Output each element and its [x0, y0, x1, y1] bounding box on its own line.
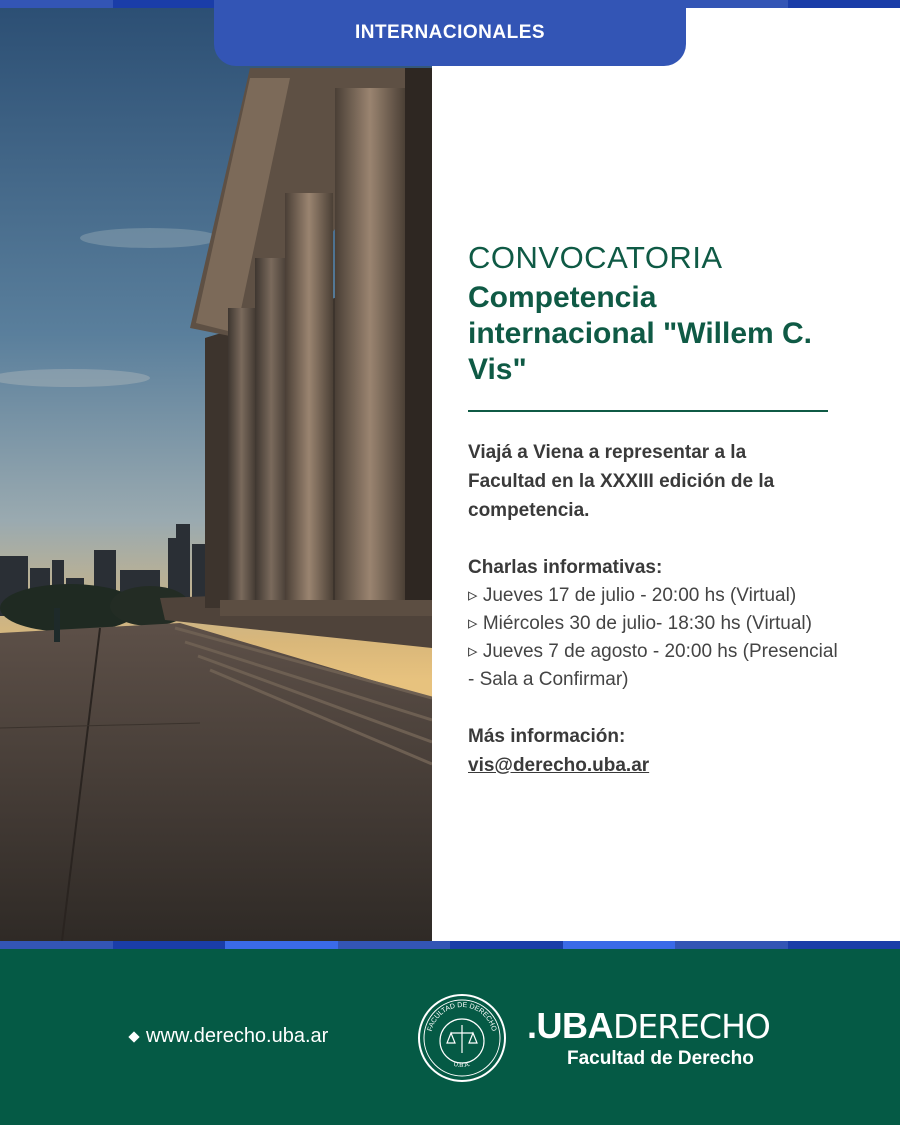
email-link[interactable]: vis@derecho.uba.ar — [468, 755, 650, 776]
brand-light: DERECHO — [613, 1007, 770, 1046]
section-tab-label: INTERNACIONALES — [354, 22, 546, 43]
talk-item: ▹ Miércoles 30 de julio- 18:30 hs (Virtual) — [468, 613, 812, 634]
brand-bold: .UBA — [527, 1005, 613, 1046]
brand-subtitle: Facultad de Derecho — [567, 1048, 754, 1069]
diamond-bullet-icon — [128, 1031, 139, 1042]
website-link[interactable] — [130, 1025, 328, 1048]
kicker: CONVOCATORIA — [468, 240, 723, 275]
divider — [468, 410, 828, 412]
website-text: www.derecho.uba.ar — [146, 1025, 329, 1047]
faculty-building-photo — [0, 8, 432, 941]
uba-derecho-logo — [527, 1007, 770, 1070]
talk-item: ▹ Jueves 17 de julio - 20:00 hs (Virtual) — [468, 585, 797, 606]
talk-item: ▹ Jueves 7 de agosto - 20:00 hs (Presencial - Sala a Confirmar) — [468, 641, 838, 690]
section-tab — [214, 0, 686, 66]
lead-text: Viajá a Viena a representar a la Facultad en la XXXIII edición de la competencia. — [468, 442, 775, 521]
headline: Competencia internacional "Willem C. Vis" — [468, 281, 813, 386]
svg-text:FACULTAD DE DERECHO: FACULTAD DE DERECHO — [426, 1001, 498, 1033]
talks-title: Charlas informativas: — [468, 557, 663, 578]
bottom-color-stripe — [0, 941, 900, 949]
announcement-content — [468, 240, 868, 780]
svg-text:U.B.A.: U.B.A. — [452, 1061, 472, 1070]
facultad-de-derecho-seal-icon — [417, 993, 507, 1083]
footer — [0, 949, 900, 1125]
more-info-title: Más información: — [468, 726, 626, 747]
